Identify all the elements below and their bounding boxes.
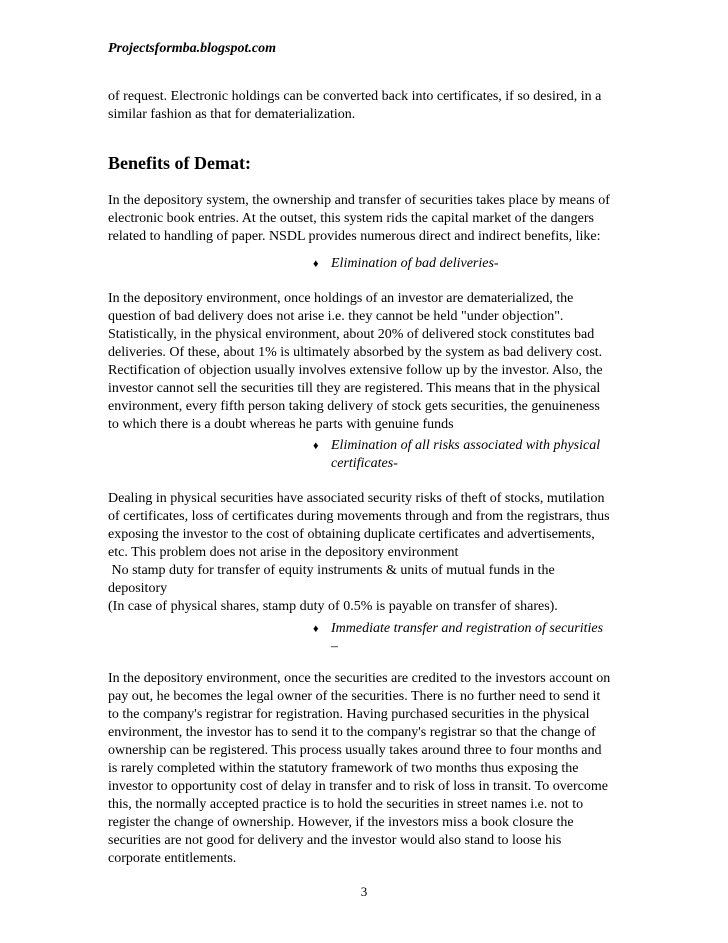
text-line: similar fashion as that for dematerialization. — [108, 107, 356, 122]
text-line: – — [331, 639, 338, 654]
text-line: In the depository system, the ownership and transfer of securities takes place by means of — [108, 193, 610, 208]
text-line: environment, every fifth person taking delivery of stock gets securities, the genuineness — [108, 399, 600, 414]
page-header-site: Projectsformba.blogspot.com — [108, 41, 276, 56]
text-line: related to handling of paper. NSDL provides numerous direct and indirect benefits, like: — [108, 229, 601, 244]
text-line: register the change of ownership. However, if the investors miss a book closure the — [108, 815, 574, 830]
text-line: to the company's registrar for registration. Having purchased securities in the physical — [108, 707, 590, 722]
text-line: Rectification of objection usually involves extensive follow up by the investor. Also, the — [108, 363, 603, 378]
physical-risks-paragraph — [108, 490, 628, 616]
text-line: Elimination of all risks associated with physical — [331, 438, 601, 453]
text-line: deliveries. Of these, about 1% is ultimately absorbed by the system as bad delivery cost. — [108, 345, 603, 360]
text-line: Immediate transfer and registration of securities — [331, 621, 604, 636]
text-line: Elimination of bad deliveries- — [331, 256, 499, 271]
diamond-bullet-icon: ♦ — [313, 258, 319, 270]
text-line: exposing the investor to the cost of obtaining duplicate certificates and advertisements, — [108, 527, 595, 542]
text-line: securities are not good for delivery and the investor would also stand to loose his — [108, 833, 562, 848]
bullet-text — [331, 437, 623, 473]
text-line: to which there is a doubt whereas he parts with genuine funds — [108, 417, 454, 432]
text-line: of certificates, loss of certificates during movements through and from the registrars, thus — [108, 509, 610, 524]
text-line: Statistically, in the physical environment, about 20% of delivered stock constitutes bad — [108, 327, 595, 342]
text-line: In the depository environment, once the securities are credited to the investors account on — [108, 671, 611, 686]
text-line: investor to opportunity cost of delay in transfer and to risk of loss in transit. To overcome — [108, 779, 608, 794]
text-line: this, the normally accepted practice is to hold the securities in street names i.e. not to — [108, 797, 584, 812]
bullet-text — [331, 620, 623, 656]
text-line: depository — [108, 581, 168, 596]
text-line: In the depository environment, once holdings of an investor are dematerialized, the — [108, 291, 574, 306]
text-line: etc. This problem does not arise in the depository environment — [108, 545, 459, 560]
text-line: is rarely completed within the statutory framework of two months thus exposing the — [108, 761, 579, 776]
page-number: 3 — [360, 884, 368, 899]
text-line: electronic book entries. At the outset, this system rids the capital market of the dangers — [108, 211, 594, 226]
text-line: certificates- — [331, 456, 398, 471]
immediate-transfer-paragraph — [108, 670, 628, 868]
text-line: Dealing in physical securities have associated security risks of theft of stocks, mutilation — [108, 491, 605, 506]
bad-deliveries-paragraph — [108, 290, 628, 434]
intro-paragraph — [108, 88, 628, 124]
text-line: question of bad delivery does not arise i.e. they cannot be held "under objection". — [108, 309, 564, 324]
diamond-bullet-icon: ♦ — [313, 440, 319, 452]
text-line: investor cannot sell the securities till they are registered. This means that in the physical — [108, 381, 601, 396]
diamond-bullet-icon: ♦ — [313, 623, 319, 635]
section-heading: Benefits of Demat: — [108, 153, 251, 173]
text-line: ownership can be registered. This process usually takes around three to four months and — [108, 743, 602, 758]
bullet-text — [331, 255, 623, 273]
text-line: No stamp duty for transfer of equity instruments & units of mutual funds in the — [108, 563, 555, 578]
text-line: of request. Electronic holdings can be converted back into certificates, if so desired, in a — [108, 89, 602, 104]
benefits-intro-paragraph — [108, 192, 628, 246]
text-line: (In case of physical shares, stamp duty of 0.5% is payable on transfer of shares). — [108, 599, 558, 614]
text-line: environment, the investor has to send it to the company's registrar so that the change of — [108, 725, 596, 740]
text-line: corporate entitlements. — [108, 851, 237, 866]
text-line: pay out, he becomes the legal owner of the securities. There is no further need to send it — [108, 689, 601, 704]
